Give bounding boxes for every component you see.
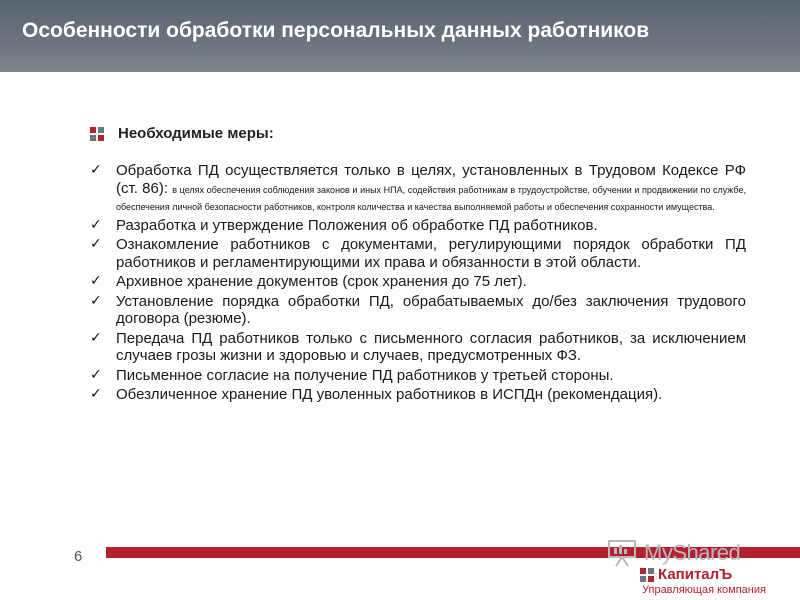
watermark-text: MyShared	[644, 540, 741, 565]
list-item	[90, 386, 746, 404]
checkmark-icon: ✓	[90, 386, 102, 402]
list-item	[90, 273, 746, 291]
checkmark-icon: ✓	[90, 292, 102, 309]
list-item-text: Архивное хранение документов (срок хранения до 75 лет).	[116, 273, 527, 290]
list-item	[90, 293, 746, 328]
list-item	[90, 367, 746, 385]
brand-mark-icon	[640, 568, 654, 582]
watermark	[606, 538, 740, 568]
list-item-text: Передача ПД работников только с письменного согласия работников, за исключением случаев грозы жизни и здоровью и случаев, предусмотренных ФЗ.	[116, 329, 746, 364]
checkmark-icon: ✓	[90, 162, 102, 178]
measures-list	[90, 162, 746, 406]
list-item-text: Письменное согласие на получение ПД работников у третьей стороны.	[116, 366, 614, 384]
brand-name: КапиталЪ	[658, 566, 733, 583]
list-item-note: в целях обеспечения соблюдения законов и иных НПА, содействия работникам в трудоустройстве, обучении и продвижении по службе, обеспечения личной безопасности работников, контроля количества и качества выполняемой работы и обеспечения сохранности имущества.	[116, 184, 746, 212]
list-item-text: Обезличенное хранение ПД уволенных работников в ИСПДн (рекомендация).	[116, 386, 663, 403]
slide-title: Особенности обработки персональных данных работников	[22, 19, 650, 42]
red-square-bullet-icon	[90, 127, 104, 141]
page-number: 6	[74, 548, 83, 565]
checkmark-icon: ✓	[90, 273, 102, 289]
measures-heading	[90, 125, 274, 142]
checkmark-icon: ✓	[90, 216, 102, 233]
brand-subtitle: Управляющая компания	[642, 584, 766, 596]
list-item-text: Установление порядка обработки ПД, обрабатываемых до/без заключения трудового договора (резюме).	[116, 292, 746, 327]
presentation-board-icon	[606, 538, 640, 568]
list-item-text: Ознакомление работников с документами, регулирующими порядок обработки ПД работников и регламентирующими их права и обязанности в этой области.	[116, 236, 746, 271]
list-item-text: Разработка и утверждение Положения об обработке ПД работников.	[116, 216, 598, 234]
list-item	[90, 236, 746, 271]
list-item-text: Обработка ПД осуществляется только в целях, установленных в Трудовом Кодексе РФ (ст. 86):	[116, 162, 746, 197]
list-item	[90, 162, 746, 215]
title-bar	[0, 0, 800, 72]
brand-logo	[640, 566, 732, 583]
checkmark-icon: ✓	[90, 329, 102, 346]
checkmark-icon: ✓	[90, 366, 102, 383]
list-item	[90, 217, 746, 235]
checkmark-icon: ✓	[90, 236, 102, 252]
measures-heading-label: Необходимые меры:	[118, 125, 274, 142]
list-item	[90, 330, 746, 365]
